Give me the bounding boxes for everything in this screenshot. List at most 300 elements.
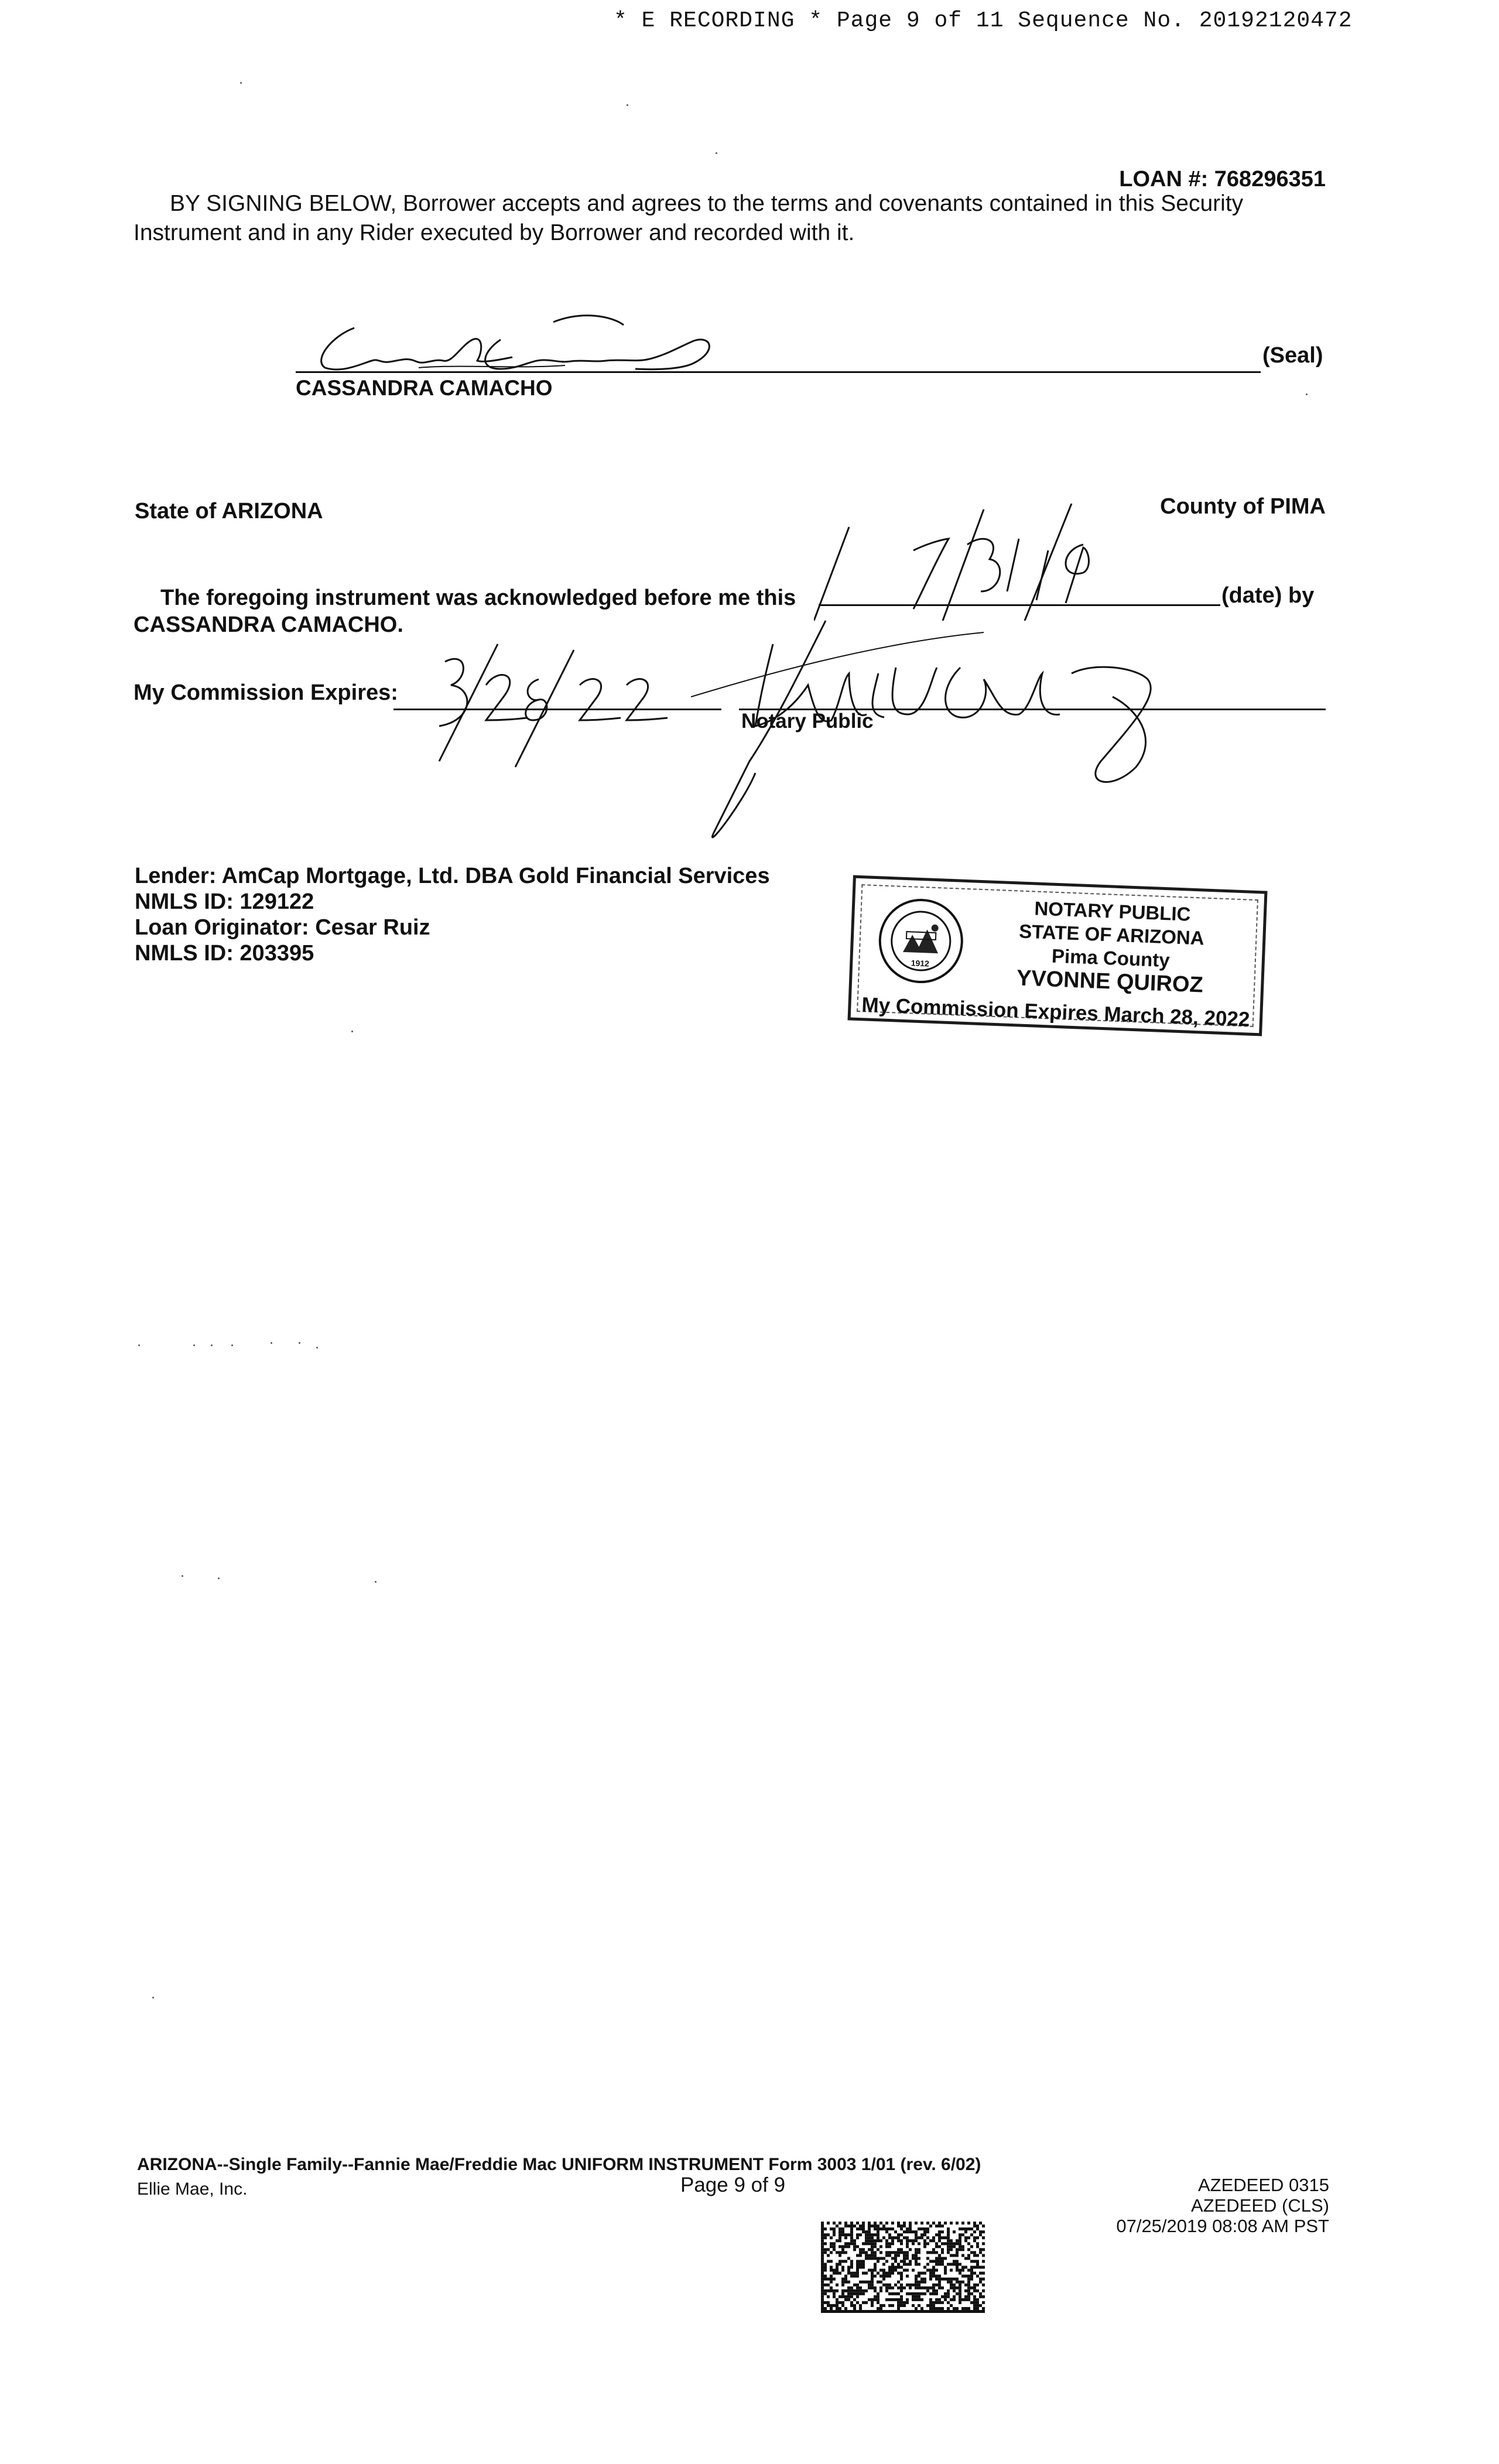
barcode-module (923, 2310, 926, 2313)
barcode-module (953, 2260, 956, 2263)
commission-label: My Commission Expires: (134, 680, 398, 705)
barcode-module (839, 2233, 841, 2236)
barcode-module (941, 2287, 944, 2290)
barcode-module (850, 2295, 853, 2298)
barcode-module (938, 2310, 941, 2313)
barcode-module (961, 2275, 964, 2278)
barcode-module (894, 2310, 897, 2313)
barcode-module (888, 2242, 891, 2245)
barcode-module (871, 2242, 874, 2245)
stamp-name: YVONNE QUIROZ (1016, 966, 1204, 998)
barcode-module (903, 2263, 906, 2265)
barcode-module (918, 2281, 920, 2284)
barcode-module (824, 2292, 827, 2295)
barcode-module (938, 2233, 941, 2236)
barcode-module (841, 2227, 844, 2230)
barcode-module (909, 2227, 912, 2230)
barcode-module (847, 2298, 850, 2301)
barcode-module (844, 2275, 847, 2278)
barcode-module (915, 2230, 918, 2233)
barcode-module (885, 2242, 888, 2245)
barcode-module (918, 2304, 920, 2307)
barcode-module (847, 2269, 850, 2272)
scan-speck (152, 1997, 154, 1998)
barcode-module (847, 2272, 850, 2275)
barcode-module (959, 2295, 961, 2298)
originator-nmls: NMLS ID: 203395 (135, 941, 314, 966)
acknowledgment-line: The foregoing instrument was acknowledged before me this (160, 586, 796, 610)
barcode-module (894, 2230, 897, 2233)
barcode-module (853, 2242, 856, 2245)
barcode-module (879, 2281, 882, 2284)
barcode-module (856, 2287, 859, 2290)
barcode-module (839, 2301, 841, 2304)
barcode-module (906, 2230, 909, 2233)
barcode-module (841, 2301, 844, 2304)
barcode-module (862, 2260, 865, 2263)
barcode-module (932, 2301, 935, 2304)
barcode-module (956, 2254, 959, 2257)
barcode-module (856, 2236, 859, 2239)
barcode-module (879, 2227, 882, 2230)
barcode-module (964, 2307, 967, 2310)
barcode-module (874, 2222, 877, 2225)
barcode-module (929, 2310, 932, 2313)
barcode-module (915, 2292, 918, 2295)
barcode-module (932, 2284, 935, 2287)
barcode-module (900, 2248, 903, 2251)
barcode-module (915, 2298, 918, 2301)
barcode-module (885, 2260, 888, 2263)
barcode-module (853, 2275, 856, 2278)
barcode-module (935, 2298, 938, 2301)
barcode-module (850, 2265, 853, 2268)
barcode-module (909, 2284, 912, 2287)
barcode-module (909, 2230, 912, 2233)
barcode-module (850, 2222, 853, 2225)
barcode-module (967, 2307, 970, 2310)
barcode-module (915, 2295, 918, 2298)
acknowledgment-name: CASSANDRA CAMACHO. (134, 612, 403, 637)
barcode-module (844, 2307, 847, 2310)
barcode-module (871, 2287, 874, 2290)
barcode-module (912, 2230, 915, 2233)
barcode-module (862, 2265, 865, 2268)
barcode-module (982, 2242, 985, 2245)
barcode-module (903, 2230, 906, 2233)
barcode-module (944, 2278, 947, 2281)
barcode-module (821, 2239, 824, 2242)
barcode-module (871, 2245, 874, 2248)
barcode-module (879, 2245, 882, 2248)
barcode-module (885, 2239, 888, 2242)
barcode-module (839, 2227, 841, 2230)
barcode-module (918, 2236, 920, 2239)
barcode-module (918, 2272, 920, 2275)
barcode-module (844, 2260, 847, 2263)
barcode-module (979, 2304, 982, 2307)
barcode-module (950, 2222, 953, 2225)
barcode-module (897, 2281, 900, 2284)
barcode-module (894, 2254, 897, 2257)
barcode-module (938, 2254, 941, 2257)
barcode-module (944, 2269, 947, 2272)
barcode-module (915, 2287, 918, 2290)
barcode-module (894, 2284, 897, 2287)
barcode-module (961, 2254, 964, 2257)
barcode-module (944, 2257, 947, 2260)
barcode-module (841, 2295, 844, 2298)
barcode-module (824, 2278, 827, 2281)
barcode-module (906, 2292, 909, 2295)
barcode-module (830, 2242, 833, 2245)
barcode-module (912, 2295, 915, 2298)
barcode-module (856, 2284, 859, 2287)
barcode-module (920, 2233, 923, 2236)
stamp-title: NOTARY PUBLIC (1033, 897, 1192, 925)
barcode-module (841, 2269, 844, 2272)
barcode-module (982, 2254, 985, 2257)
barcode-module (868, 2284, 871, 2287)
barcode-module (871, 2225, 874, 2227)
barcode-module (891, 2239, 894, 2242)
barcode-module (982, 2272, 985, 2275)
barcode-module (938, 2245, 941, 2248)
barcode-module (923, 2281, 926, 2284)
barcode-module (903, 2222, 906, 2225)
barcode-module (821, 2310, 824, 2313)
barcode-module (821, 2233, 824, 2236)
barcode-module (912, 2292, 915, 2295)
barcode-module (827, 2295, 830, 2298)
barcode-module (973, 2251, 976, 2254)
barcode-module (923, 2239, 926, 2242)
barcode-module (827, 2290, 830, 2292)
barcode-module (897, 2287, 900, 2290)
barcode-module (833, 2230, 836, 2233)
barcode-module (979, 2248, 982, 2251)
barcode-module (865, 2257, 868, 2260)
barcode-module (912, 2242, 915, 2245)
barcode-module (821, 2272, 824, 2275)
barcode-module (941, 2295, 944, 2298)
barcode-module (824, 2251, 827, 2254)
barcode-module (900, 2251, 903, 2254)
barcode-module (839, 2251, 841, 2254)
barcode-module (964, 2310, 967, 2313)
barcode-module (824, 2275, 827, 2278)
barcode-module (847, 2245, 850, 2248)
barcode-module (836, 2251, 839, 2254)
barcode-module (967, 2269, 970, 2272)
arizona-seal-icon (875, 895, 967, 987)
barcode-module (862, 2230, 865, 2233)
barcode-module (824, 2284, 827, 2287)
barcode-module (877, 2227, 879, 2230)
barcode-module (874, 2251, 877, 2254)
barcode-module (862, 2301, 865, 2304)
barcode-module (894, 2298, 897, 2301)
stamp-state: STATE OF ARIZONA (1018, 920, 1205, 949)
agreement-paragraph: BY SIGNING BELOW, Borrower accepts and agrees to the terms and covenants contained in this Security Instrument and in any Rider executed by Borrower and recorded with it. (134, 191, 1244, 245)
barcode-module (970, 2251, 973, 2254)
barcode-module (926, 2304, 929, 2307)
barcode-module (824, 2233, 827, 2236)
footer-code-2: AZEDEED (CLS) (1191, 2195, 1329, 2216)
barcode-module (856, 2292, 859, 2295)
barcode-module (903, 2225, 906, 2227)
barcode-module (862, 2242, 865, 2245)
barcode-module (850, 2301, 853, 2304)
barcode-module (882, 2278, 885, 2281)
barcode-module (950, 2304, 953, 2307)
barcode-module (932, 2307, 935, 2310)
barcode-module (935, 2301, 938, 2304)
barcode-module (938, 2222, 941, 2225)
barcode-module (979, 2278, 982, 2281)
barcode-module (882, 2284, 885, 2287)
barcode-module (973, 2301, 976, 2304)
barcode-module (836, 2301, 839, 2304)
barcode-module (970, 2260, 973, 2263)
barcode-module (973, 2239, 976, 2242)
loan-number: LOAN #: 768296351 (1119, 167, 1326, 191)
barcode-module (906, 2263, 909, 2265)
barcode-module (926, 2290, 929, 2292)
barcode-module (850, 2230, 853, 2233)
barcode-module (973, 2295, 976, 2298)
barcode-module (830, 2236, 833, 2239)
barcode-module (947, 2278, 950, 2281)
barcode-module (879, 2310, 882, 2313)
barcode-module (964, 2275, 967, 2278)
barcode-module (833, 2304, 836, 2307)
barcode-module (859, 2260, 862, 2263)
barcode-module (953, 2230, 956, 2233)
barcode-module (868, 2222, 871, 2225)
barcode-module (874, 2295, 877, 2298)
barcode-module (824, 2263, 827, 2265)
barcode-module (915, 2254, 918, 2257)
barcode-module (918, 2284, 920, 2287)
barcode-module (856, 2275, 859, 2278)
county-label: County of PIMA (1160, 494, 1326, 519)
barcode-module (891, 2272, 894, 2275)
barcode-module (859, 2248, 862, 2251)
barcode-module (882, 2310, 885, 2313)
barcode-module (959, 2292, 961, 2295)
footer-form-line: ARIZONA--Single Family--Fannie Mae/Freddie Mac UNIFORM INSTRUMENT Form 3003 1/01 (rev. 6/02) (137, 2155, 981, 2174)
barcode-module (923, 2265, 926, 2268)
barcode-module (885, 2284, 888, 2287)
barcode-module (891, 2292, 894, 2295)
barcode-module (847, 2233, 850, 2236)
scan-speck (1306, 393, 1308, 395)
barcode-module (935, 2290, 938, 2292)
barcode-module (900, 2287, 903, 2290)
barcode-module (841, 2284, 844, 2287)
barcode-module (856, 2260, 859, 2263)
barcode-module (877, 2295, 879, 2298)
barcode-module (982, 2290, 985, 2292)
barcode-module (865, 2272, 868, 2275)
barcode-module (885, 2245, 888, 2248)
barcode-module (918, 2292, 920, 2295)
barcode-module (915, 2307, 918, 2310)
scan-speck (299, 1342, 300, 1344)
barcode-module (836, 2298, 839, 2301)
footer-code-1: AZEDEED 0315 (1198, 2175, 1329, 2195)
barcode-module (882, 2263, 885, 2265)
barcode-module (903, 2254, 906, 2257)
barcode-module (947, 2239, 950, 2242)
barcode-module (879, 2222, 882, 2225)
barcode-module (888, 2272, 891, 2275)
barcode-module (970, 2227, 973, 2230)
barcode-module (967, 2287, 970, 2290)
barcode-module (929, 2301, 932, 2304)
barcode-module (847, 2225, 850, 2227)
barcode-module (950, 2281, 953, 2284)
barcode-module (918, 2287, 920, 2290)
barcode-module (871, 2236, 874, 2239)
barcode-module (926, 2257, 929, 2260)
barcode-module (900, 2272, 903, 2275)
barcode-module (941, 2260, 944, 2263)
barcode-module (970, 2272, 973, 2275)
barcode-module (839, 2263, 841, 2265)
barcode-module (871, 2272, 874, 2275)
barcode-module (868, 2242, 871, 2245)
barcode-module (839, 2272, 841, 2275)
recording-header: * E RECORDING * Page 9 of 11 Sequence No. 20192120472 (614, 8, 1353, 33)
barcode-module (856, 2295, 859, 2298)
barcode-module (953, 2278, 956, 2281)
barcode-module (847, 2287, 850, 2290)
barcode-module (836, 2225, 839, 2227)
barcode-module (856, 2254, 859, 2257)
barcode-module (871, 2281, 874, 2284)
barcode-module (979, 2310, 982, 2313)
barcode-module (941, 2257, 944, 2260)
barcode-module (853, 2272, 856, 2275)
barcode-module (847, 2265, 850, 2268)
barcode-module (856, 2233, 859, 2236)
barcode-module (967, 2248, 970, 2251)
barcode-module (841, 2290, 844, 2292)
barcode-module (844, 2278, 847, 2281)
barcode-module (938, 2301, 941, 2304)
barcode-module (821, 2298, 824, 2301)
barcode-module (959, 2239, 961, 2242)
barcode-module (900, 2227, 903, 2230)
barcode-module (926, 2227, 929, 2230)
barcode-module (906, 2284, 909, 2287)
barcode-module (944, 2222, 947, 2225)
barcode-module (833, 2233, 836, 2236)
barcode-module (923, 2278, 926, 2281)
barcode-module (950, 2269, 953, 2272)
barcode-module (824, 2242, 827, 2245)
barcode-module (947, 2281, 950, 2284)
barcode-module (967, 2284, 970, 2287)
barcode-module (874, 2290, 877, 2292)
barcode-module (935, 2242, 938, 2245)
barcode-module (959, 2287, 961, 2290)
barcode-module (947, 2295, 950, 2298)
scan-speck (231, 1344, 233, 1346)
barcode-module (976, 2307, 979, 2310)
barcode-module (906, 2275, 909, 2278)
barcode-module (906, 2257, 909, 2260)
barcode-module (938, 2263, 941, 2265)
barcode-module (935, 2257, 938, 2260)
barcode-module (947, 2290, 950, 2292)
barcode-module (912, 2239, 915, 2242)
barcode-module (900, 2225, 903, 2227)
barcode-module (882, 2272, 885, 2275)
barcode-module (888, 2227, 891, 2230)
barcode-module (821, 2265, 824, 2268)
barcode-module (877, 2292, 879, 2295)
barcode-module (885, 2251, 888, 2254)
barcode-module (891, 2304, 894, 2307)
barcode-module (976, 2254, 979, 2257)
barcode-module (906, 2254, 909, 2257)
barcode-module (941, 2278, 944, 2281)
barcode-module (877, 2239, 879, 2242)
barcode-module (821, 2263, 824, 2265)
state-label: State of ARIZONA (135, 499, 323, 523)
barcode-module (938, 2260, 941, 2263)
barcode-module (833, 2248, 836, 2251)
barcode-module (850, 2275, 853, 2278)
barcode-module (885, 2230, 888, 2233)
barcode-module (903, 2257, 906, 2260)
barcode-module (915, 2310, 918, 2313)
barcode-module (891, 2310, 894, 2313)
barcode-module (821, 2254, 824, 2257)
scan-speck (316, 1347, 318, 1349)
barcode-module (947, 2227, 950, 2230)
barcode-module (888, 2284, 891, 2287)
barcode-module (850, 2239, 853, 2242)
barcode-module (850, 2236, 853, 2239)
barcode-module (844, 2290, 847, 2292)
barcode-module (970, 2269, 973, 2272)
barcode-module (956, 2263, 959, 2265)
barcode-module (944, 2272, 947, 2275)
barcode-module (853, 2239, 856, 2242)
barcode-module (909, 2239, 912, 2242)
barcode-module (926, 2263, 929, 2265)
barcode-module (865, 2251, 868, 2254)
barcode-module (847, 2295, 850, 2298)
barcode-module (874, 2287, 877, 2290)
barcode-module (944, 2298, 947, 2301)
barcode-module (853, 2225, 856, 2227)
barcode-module (915, 2284, 918, 2287)
barcode-module (841, 2233, 844, 2236)
barcode-module (868, 2298, 871, 2301)
barcode-module (976, 2310, 979, 2313)
barcode-module (920, 2222, 923, 2225)
barcode-module (868, 2230, 871, 2233)
barcode-module (918, 2275, 920, 2278)
barcode-module (926, 2236, 929, 2239)
barcode-module (926, 2242, 929, 2245)
barcode-module (973, 2310, 976, 2313)
